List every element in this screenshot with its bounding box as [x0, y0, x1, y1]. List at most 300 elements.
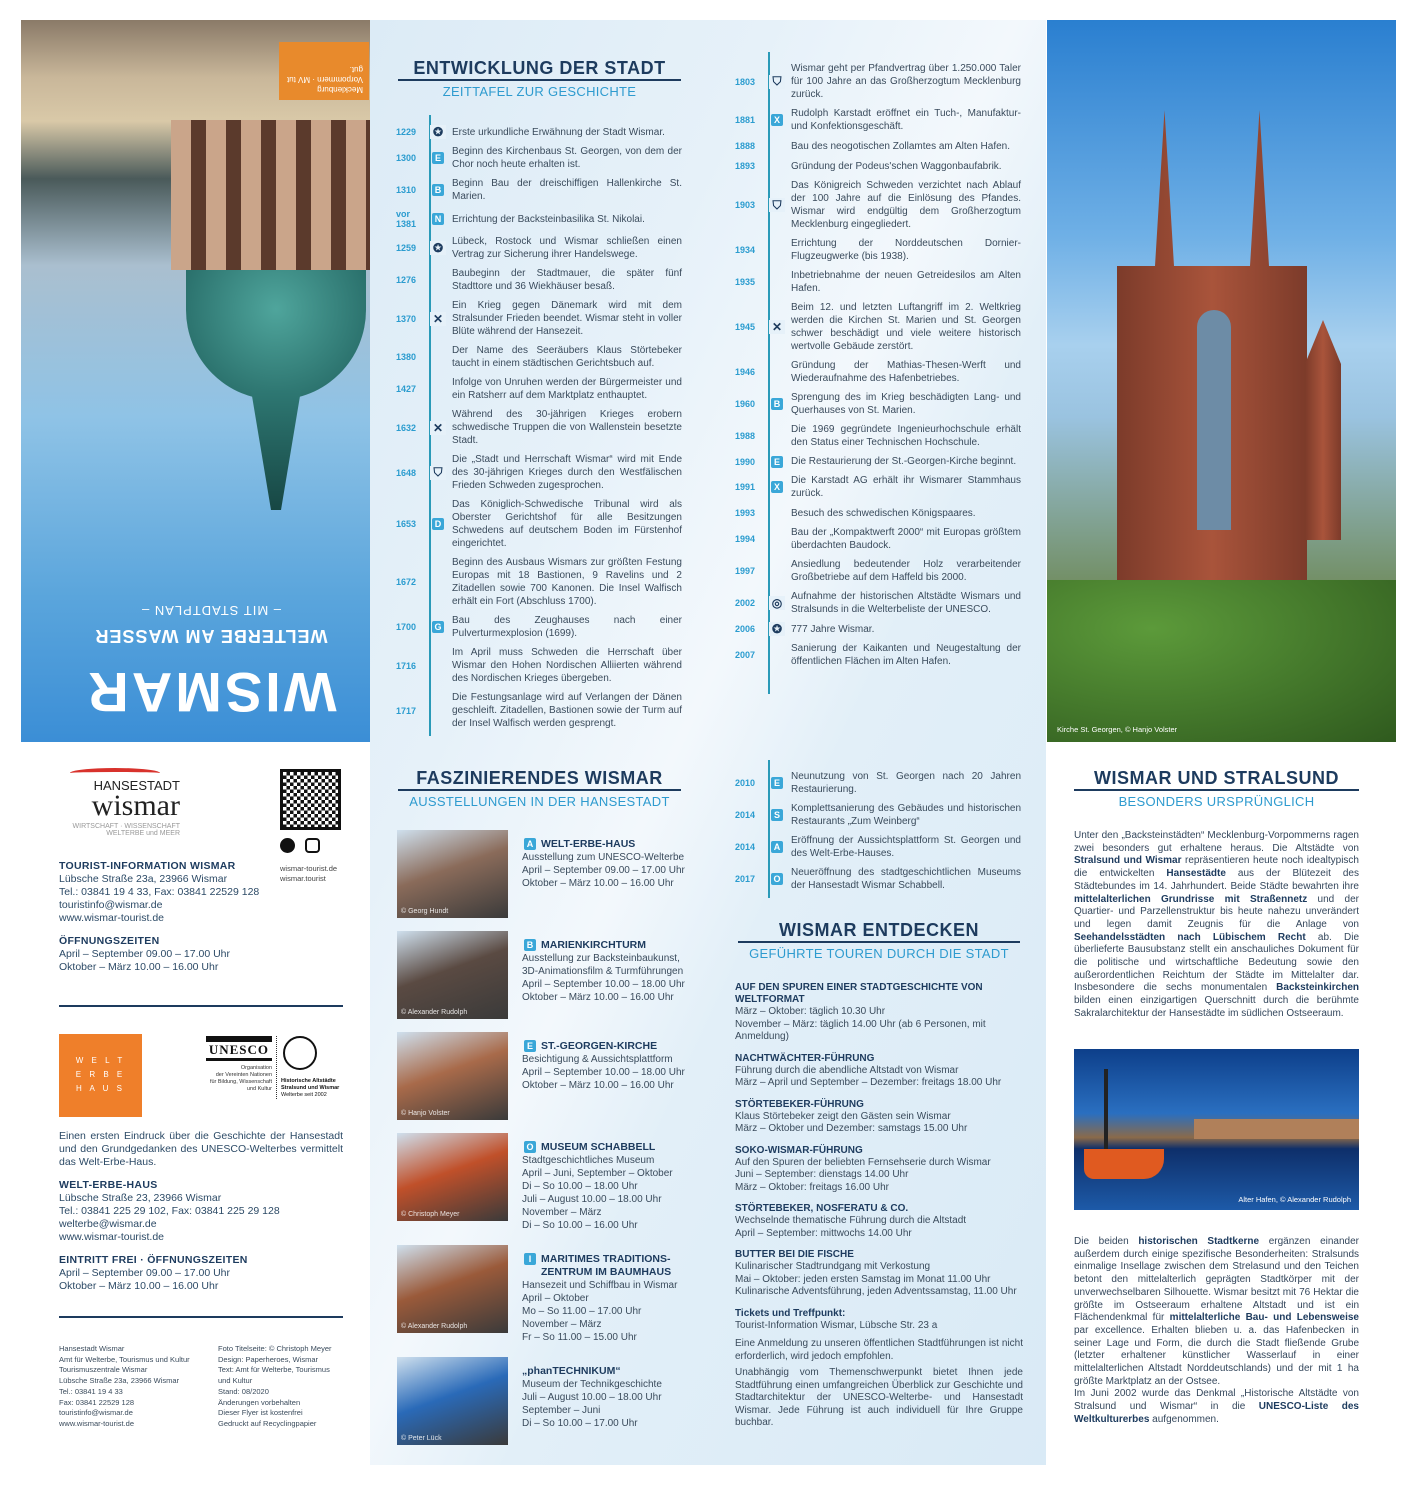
exhibition-info — [522, 830, 685, 918]
location-badge-icon: B — [771, 398, 783, 410]
exhibition-title: WELT-ERBE-HAUS — [541, 838, 636, 850]
timeline-text: Ein Krieg gegen Dänemark wird mit dem Stralsunder Frieden beendet. Wismar steht in voller Blüte während der Hansezeit. — [452, 300, 682, 337]
timeline-entry — [396, 209, 682, 229]
logo-line: E R B E — [75, 1070, 126, 1079]
timeline-entry — [396, 125, 682, 139]
exhibition-item[interactable] — [397, 1133, 717, 1232]
timeline-text: Beginn des Kirchenbaus St. Georgen, von dem der Chor noch heute erhalten ist. — [452, 146, 682, 170]
body-text: ergänzen einander außerdem durch einige spezifische Besonderheiten: Stralsunds einmalige Insellage zwischen dem Strelasund und den Teichen betont den mittelalterlich geprägten Stadtkörper mit der unverwechselbaren Silhouette. Wismar besitzt mit 76 Hektar die größte im Ostseeraum erhaltene Altstadt und ist ein Flächendenkmal für — [1074, 1236, 1359, 1324]
mv-logo: Mecklenburg Vorpommern · MV tut gut. — [279, 42, 369, 100]
timeline-dot — [769, 139, 785, 153]
tour-item — [735, 1203, 1023, 1240]
world-heritage-emblem — [276, 1036, 346, 1099]
tour-detail: Kulinarische Adventsführung, jeden Adventssamstag, 11.00 Uhr — [735, 1286, 1017, 1297]
location-badge-icon: E — [771, 777, 783, 789]
website-link[interactable]: www.wismar-tourist.de — [59, 912, 165, 924]
right-lower-text — [1074, 1236, 1359, 1427]
exhibition-detail: Di – So 10.00 – 17.00 Uhr — [522, 1418, 638, 1429]
whs-text: Historische Altstädte — [281, 1078, 336, 1084]
cover-tagline: – MIT STADTPLAN – — [140, 603, 282, 618]
timeline-year: 1803 — [735, 76, 756, 87]
location-badge-icon: N — [432, 213, 444, 225]
emphasis-text: mittelalterlichen Grundrisse mit Straßennetz — [1074, 893, 1308, 905]
body-text: par excellence. Erhalten blieben u. a. das Hafenbecken in seiner Lage und Form, die durch die Stadt fließende Grube (letzter erhaltener künstlicher Wasserlauf in einer mittelalterlichen Altstadt Norddeutschlands) und der mit 1 ha größte Marktplatz an der Ostsee. — [1074, 1324, 1359, 1387]
timeline-text: Errichtung der Norddeutschen Dornier-Flugzeugwerke (bis 1938). — [791, 238, 1021, 262]
location-badge-icon: A — [524, 838, 536, 850]
tower-dome — [186, 270, 366, 400]
imprint-line: Foto Titelseite: © Christoph Meyer — [218, 1344, 332, 1353]
exhibition-photo — [397, 1133, 508, 1221]
timeline-dot — [769, 506, 785, 520]
body-text: aufgenommen. — [1149, 1413, 1219, 1425]
timeline-dot — [769, 159, 785, 173]
exhibition-detail: Mo – So 11.00 – 17.00 Uhr — [522, 1306, 642, 1317]
timeline-entry — [735, 622, 1021, 636]
tour-detail: März – April und September – Dezember: freitags 18.00 Uhr — [735, 1077, 1002, 1088]
hours-title: ÖFFNUNGSZEITEN — [59, 935, 160, 947]
imprint-line: Tourismuszentrale Wismar — [59, 1365, 148, 1375]
section-title: FASZINIERENDES WISMAR — [416, 768, 663, 788]
unesco-paragraph — [1074, 1388, 1359, 1426]
exhibition-detail: April – September 10.00 – 18.00 Uhr — [522, 1067, 685, 1078]
imprint-right — [218, 1344, 348, 1430]
exhibition-photo — [397, 1032, 508, 1120]
imprint-line: Text: Amt für Welterbe, Tourismus — [218, 1365, 330, 1375]
tickets-place: Tourist-Information Wismar, Lübsche Str. 23 a — [735, 1319, 938, 1331]
imprint-line: Hansestadt Wismar — [59, 1344, 125, 1353]
imprint-line: www.wismar-tourist.de — [59, 1418, 135, 1428]
timeline-text: Beginn Bau der dreischiffigen Hallenkirche St. Marien. — [452, 178, 682, 202]
exhibition-photo — [397, 931, 508, 1019]
timeline-entry — [396, 235, 682, 261]
exhibition-detail: Juli – August 10.00 – 18.00 Uhr — [522, 1194, 662, 1205]
exhibition-info — [522, 1357, 662, 1445]
harbor-photo — [1074, 1049, 1359, 1210]
exhibition-title-row — [522, 1253, 717, 1279]
timeline-entry — [735, 558, 1021, 584]
body-text: Im Juni 2002 wurde das Denkmal „Historische Altstädte von Stralsund und Wismar“ in die — [1074, 1388, 1359, 1413]
unesco-emblem-icon: ◎ — [769, 596, 785, 610]
emphasis-text: Stralsund und Wismar — [1074, 855, 1182, 867]
imprint-line: Design: Paperheroes, Wismar — [218, 1354, 319, 1364]
timeline-year: 1259 — [396, 243, 417, 253]
timeline-entry — [735, 237, 1021, 263]
exhibition-detail: Oktober – März 10.00 – 16.00 Uhr — [522, 1080, 674, 1091]
email-link[interactable]: welterbe@wismar.de — [59, 1218, 157, 1230]
exhibition-detail: Ausstellung zum UNESCO-Welterbe — [522, 852, 685, 863]
phone: Tel.: 03841 19 4 33, Fax: 03841 22529 128 — [59, 886, 260, 898]
location-badge-icon: E — [771, 456, 783, 468]
timeline-year: 1632 — [396, 422, 417, 433]
exhibition-detail: Juli – August 10.00 – 18.00 Uhr — [522, 1392, 662, 1403]
unesco-text: für Bildung, Wissenschaft — [209, 1079, 272, 1085]
timeline-part-3 — [735, 770, 1021, 898]
timeline-year: 2014 — [735, 842, 756, 852]
whs-text: Stralsund und Wismar — [281, 1085, 340, 1091]
tour-detail: Juni – September: dienstags 14.00 Uhr — [735, 1169, 909, 1180]
photo-credit: © Alexander Rudolph — [401, 1009, 468, 1016]
photo-credit: © Alexander Rudolph — [401, 1323, 468, 1330]
timeline-entry — [735, 107, 1021, 133]
imprint-line: Lübsche Straße 23a, 23966 Wismar — [59, 1376, 180, 1386]
timeline-year: 1380 — [396, 352, 417, 362]
tour-title: STÖRTEBEKER, NOSFERATU & CO. — [735, 1203, 909, 1214]
exhibition-detail: November – März — [522, 1207, 602, 1218]
cover-title: WISMAR — [85, 661, 337, 724]
exhibition-info — [522, 1032, 685, 1120]
timeline-dot — [430, 382, 446, 396]
location-badge-icon: B — [524, 939, 536, 951]
exhibition-detail: Di – So 10.00 – 18.00 Uhr — [522, 1181, 638, 1192]
body-text: bilden einen einzigartigen Querschnitt durch die berühmte Sakralarchitektur der Hansestädte im südlichen Ostseeraum. — [1074, 995, 1359, 1019]
unesco-logo — [190, 1036, 272, 1093]
timeline-entry — [735, 770, 1021, 796]
timeline-year: 1672 — [396, 577, 417, 587]
hours-line: April – September 09.00 – 17.00 Uhr — [59, 1267, 231, 1279]
timeline-entry — [396, 408, 682, 447]
cover-photo — [21, 20, 370, 742]
seal-icon: ✪ — [769, 622, 785, 636]
timeline-year: 1648 — [396, 467, 417, 478]
emphasis-text: UNESCO-Liste des Weltkulturerbes — [1074, 1401, 1359, 1425]
body-text: aus der Blütezeit des Städtebundes im 14. Jahrhundert. Beide Städte bewahrten ihre — [1074, 868, 1359, 892]
timeline-dot — [769, 275, 785, 289]
emphasis-text: Hansestädte — [1166, 868, 1226, 880]
facebook-icon[interactable] — [280, 838, 295, 853]
body-text: Die beiden — [1074, 1236, 1139, 1247]
timeline-dot — [430, 350, 446, 364]
entry-hours-title: EINTRITT FREI · ÖFFNUNGSZEITEN — [59, 1254, 248, 1266]
section-title: WISMAR UND STRALSUND — [1094, 768, 1339, 788]
timeline-year: vor 1381 — [396, 209, 417, 229]
crossed-swords-icon: ✕ — [769, 320, 785, 334]
timeline-text: Lübeck, Rostock und Wismar schließen einen Vertrag zur Sicherung ihrer Handelswege. — [452, 236, 682, 260]
timeline-entry — [735, 62, 1021, 101]
tour-item — [735, 1099, 1023, 1136]
tour-detail: Führung durch die abendliche Altstadt von Wismar — [735, 1064, 959, 1076]
timeline-text: Der Name des Seeräubers Klaus Störtebeker taucht in einem städtischen Gerichtsbuch auf. — [452, 345, 682, 369]
location-badge-icon: A — [771, 841, 783, 853]
logo-top: HANSESTADT — [93, 778, 180, 793]
imprint-line: Änderungen vorbehalten — [218, 1397, 301, 1407]
timeline-text: Erste urkundliche Erwähnung der Stadt Wismar. — [452, 126, 665, 138]
exhibition-item[interactable] — [397, 931, 717, 1019]
exhibition-info — [522, 931, 685, 1019]
exhibition-detail: April – Oktober — [522, 1293, 589, 1304]
website-link[interactable]: www.wismar-tourist.de — [59, 1231, 165, 1243]
exhibition-detail: September – Juni — [522, 1405, 601, 1416]
tickets-block — [735, 1308, 1023, 1430]
timeline-year: 1881 — [735, 115, 756, 125]
timeline-year: 1988 — [735, 431, 756, 441]
timeline-entry — [396, 498, 682, 550]
exhibition-detail: Stadtgeschichtliches Museum — [522, 1155, 655, 1166]
unesco-text: der Vereinten Nationen — [215, 1072, 272, 1078]
instagram-icon[interactable] — [305, 838, 320, 853]
timeline-year: 1276 — [396, 275, 417, 285]
location-badge-icon: G — [432, 621, 444, 633]
imprint-line: Amt für Welterbe, Tourismus und Kultur — [59, 1354, 190, 1364]
timeline-dot — [430, 704, 446, 718]
exhibition-item[interactable] — [397, 1357, 717, 1445]
timeline-text: Bau des neogotischen Zollamtes am Alten Hafen. — [791, 140, 1011, 152]
exhibition-title: MARIENKIRCHTURM — [541, 939, 646, 951]
timeline-year: 1993 — [735, 508, 756, 518]
timeline-entry — [735, 139, 1021, 153]
timeline-year: 1893 — [735, 161, 756, 171]
exhibition-detail: Besichtigung & Aussichtsplattform — [522, 1054, 673, 1065]
welt-erbe-haus-block — [59, 1130, 343, 1293]
timeline-year: 2014 — [735, 810, 756, 820]
stralsund-heading — [1074, 768, 1359, 809]
exhibition-photo — [397, 1357, 508, 1445]
timeline-text: Die 1969 gegründete Ingenieurhochschule erhält den Status einer Technischen Hochschule. — [791, 424, 1021, 448]
timeline-year: 1990 — [735, 456, 756, 467]
timeline-entry — [396, 145, 682, 171]
timeline-text: Im April muss Schweden die Herrschaft über Wismar den Hohen Nordischen Alliierten während des Nordischen Krieges übergeben. — [452, 647, 682, 684]
tour-title: SOKO-WISMAR-FÜHRUNG — [735, 1144, 863, 1156]
shield-icon: ⛉ — [430, 466, 446, 480]
divider — [59, 1316, 343, 1318]
exhibition-title-row — [522, 1040, 685, 1053]
location-badge-icon: S — [771, 809, 783, 821]
timeline-text: Die Restaurierung der St.-Georgen-Kirche beginnt. — [791, 456, 1017, 467]
social-icons — [280, 838, 320, 856]
exhibition-title: ST.-GEORGEN-KIRCHE — [541, 1040, 658, 1052]
timeline-year: 1935 — [735, 277, 756, 287]
church-window — [1197, 310, 1231, 530]
emphasis-text: historischen Stadtkerne — [1138, 1236, 1260, 1247]
location-badge-icon: O — [524, 1141, 536, 1153]
ship-hull — [1084, 1149, 1164, 1179]
tour-item — [735, 1145, 1023, 1195]
imprint-line: und Kultur — [218, 1376, 253, 1386]
exhibition-detail: Oktober – März 10.00 – 16.00 Uhr — [522, 992, 674, 1003]
timeline-dot — [769, 648, 785, 662]
exhibition-photo — [397, 830, 508, 918]
tourist-info-title: TOURIST-INFORMATION WISMAR — [59, 860, 236, 872]
exhibition-item[interactable] — [397, 1032, 717, 1120]
timeline-entry — [735, 391, 1021, 417]
timeline-text: Das Königlich-Schwedische Tribunal wird als Oberster Gerichtshof für alle Besitzungen Schwedens auf deutschem Boden im Fürstenhof eingerichtet. — [452, 499, 682, 549]
photo-credit: © Christoph Meyer — [401, 1211, 460, 1218]
timeline-entry — [735, 506, 1021, 520]
address: Lübsche Straße 23, 23966 Wismar — [59, 1192, 222, 1204]
timeline-entry — [396, 646, 682, 685]
timeline-dot — [769, 564, 785, 578]
exhibition-detail: April – September 09.00 – 17.00 Uhr — [522, 865, 685, 876]
timeline-dot — [430, 575, 446, 589]
exhibition-detail: November – März — [522, 1319, 602, 1330]
tour-detail: März – Oktober: freitags 16.00 Uhr — [735, 1181, 889, 1193]
timeline-year: 1945 — [735, 322, 756, 332]
imprint-line: touristinfo@wismar.de — [59, 1408, 133, 1418]
tours-note: Unabhängig vom Themenschwerpunkt bietet Ihnen jede Stadtführung einen umfangreichen Überblick zur Geschichte und Stadtarchitektur der UNESCO-Welterbe- und Hansestadt Wismar. Jede Führung ist auch individuell für Ihre Gruppe buchbar. — [735, 1367, 1023, 1428]
timeline-year: 1427 — [396, 384, 417, 394]
tours-heading — [738, 920, 1020, 961]
exhibition-info — [522, 1245, 717, 1344]
logo-tag: WELTERBE und MEER — [106, 830, 180, 837]
building-facade — [171, 120, 370, 270]
social-links — [280, 864, 337, 884]
location-badge-icon: X — [771, 114, 783, 126]
exhibition-item[interactable] — [397, 830, 717, 918]
tour-detail: April – September: mittwochs 14.00 Uhr — [735, 1227, 912, 1239]
tour-item — [735, 1249, 1023, 1299]
phone: Tel.: 03841 225 29 102, Fax: 03841 225 29 128 — [59, 1205, 280, 1217]
garden — [1047, 580, 1396, 742]
emphasis-text: Seehandelsstädten nach Lübischem Recht — [1074, 931, 1306, 943]
seal-icon: ✪ — [430, 125, 446, 139]
tours-list — [735, 982, 1023, 1439]
unesco-wordmark: UNESCO — [206, 1036, 272, 1061]
timeline-year: 1370 — [396, 313, 417, 324]
timeline-entry — [735, 802, 1021, 828]
tours-note: Eine Anmeldung zu unseren öffentlichen Stadtführungen ist nicht erforderlich, wird jedoch empfohlen. — [735, 1338, 1023, 1362]
timeline-text: Während des 30-jährigen Krieges erobern schwedische Truppen die von Wallenstein besetzte Stadt. — [452, 409, 682, 446]
exhibition-title-row — [522, 838, 685, 851]
timeline-dot — [769, 429, 785, 443]
timeline-entry — [735, 590, 1021, 616]
exhibition-detail: Oktober – März 10.00 – 16.00 Uhr — [522, 878, 674, 889]
timeline-text: Beim 12. und letzten Luftangriff im 2. Weltkrieg werden die Kirchen St. Marien und St. Georgen schwer beschädigt und viele weitere historisch wertvolle Gebäude zerstört. — [791, 302, 1021, 352]
tower-spire — [251, 390, 301, 510]
timeline-text: Sprengung des im Krieg beschädigten Lang- und Querhauses von St. Marien. — [791, 392, 1021, 416]
timeline-entry — [735, 159, 1021, 173]
exhibition-detail: Fr – So 11.00 – 15.00 Uhr — [522, 1332, 637, 1343]
section-subtitle: BESONDERS URSPRÜNGLICH — [1074, 789, 1359, 809]
timeline-entry — [735, 474, 1021, 500]
timeline-entry — [396, 556, 682, 608]
timeline-year: 1903 — [735, 200, 756, 210]
timeline-dot — [769, 243, 785, 257]
timeline-text: Die Karstadt AG erhält ihr Wismarer Stammhaus zurück. — [791, 475, 1021, 499]
history-heading — [398, 58, 681, 99]
location-badge-icon: I — [524, 1253, 536, 1265]
tour-detail: Klaus Störtebeker zeigt den Gästen sein Wismar — [735, 1110, 951, 1122]
logo-line: W E L T — [75, 1056, 126, 1065]
tour-title: AUF DEN SPUREN EINER STADTGESCHICHTE VON WELTFORMAT — [735, 982, 983, 1005]
exhibition-detail: Museum der Technikgeschichte — [522, 1379, 662, 1390]
imprint-line: Dieser Flyer ist kostenfrei — [218, 1408, 303, 1418]
timeline-entry — [735, 642, 1021, 668]
crossed-swords-icon: ✕ — [430, 312, 446, 326]
hours-line: April – September 09.00 – 17.00 Uhr — [59, 948, 231, 960]
exhibition-item[interactable] — [397, 1245, 717, 1344]
emphasis-text: Backsteinkirchen — [1276, 982, 1359, 994]
location-badge-icon: O — [771, 873, 783, 885]
exhibition-detail: April – Juni, September – Oktober — [522, 1168, 673, 1179]
exhibition-title: MARITIMES TRADITIONS-ZENTRUM IM BAUMHAUS — [541, 1253, 672, 1278]
church-tower — [1305, 320, 1341, 540]
exhibition-detail: Ausstellung zur Backsteinbaukunst, — [522, 953, 680, 964]
unesco-text: Organisation — [240, 1065, 272, 1071]
intro-paragraph — [1074, 830, 1359, 1021]
website-link[interactable]: wismar-tourist.de — [280, 864, 338, 873]
imprint-line: Tel.: 03841 19 4 33 — [59, 1386, 123, 1396]
imprint-line: Gedruckt auf Recyclingpapier — [218, 1418, 317, 1428]
location-badge-icon: E — [524, 1040, 536, 1052]
exhibition-title: MUSEUM SCHABBELL — [541, 1141, 656, 1153]
timeline-entry — [396, 267, 682, 293]
hours-line: Oktober – März 10.00 – 16.00 Uhr — [59, 961, 219, 973]
timeline-text: Neunutzung von St. Georgen nach 20 Jahren Restaurierung. — [791, 771, 1021, 795]
timeline-text: Baubeginn der Stadtmauer, die später fünf Stadttore und 36 Wiekhäuser besaß. — [452, 268, 682, 292]
tourist-info-block — [59, 850, 274, 974]
hansestadt-wismar-logo — [60, 768, 180, 837]
timeline-text: Bau der „Kompaktwerft 2000“ mit Europas größtem überdachten Baudock. — [791, 527, 1021, 551]
qr-code[interactable] — [280, 769, 341, 830]
logo-tag: WIRTSCHAFT · WISSENSCHAFT — [72, 823, 180, 830]
timeline-dot — [769, 532, 785, 546]
welt-erbe-haus-title: WELT-ERBE-HAUS — [59, 1179, 158, 1191]
timeline-entry — [735, 269, 1021, 295]
body-text: ab. Die überlieferte Bausubstanz stellt ein anschauliches Dokument für die politische und wirtschaftliche Bedeutung sowie den außerordentlichen Reichtum der Städte im Mittelalter dar. Insbesondere die sechs monumentalen — [1074, 931, 1360, 994]
heritage-paragraph — [1074, 1236, 1359, 1388]
shield-icon: ⛉ — [769, 198, 785, 212]
whs-text: Welterbe seit 2002 — [281, 1092, 327, 1098]
instagram-handle[interactable]: wismar.tourist — [280, 874, 326, 883]
body-text: repräsentieren heute noch idealtypisch die entwickelten — [1074, 855, 1359, 880]
section-title: ENTWICKLUNG DER STADT — [413, 58, 666, 78]
timeline-text: Infolge von Unruhen werden der Bürgermeister und ein Ratsherr auf dem Marktplatz enthauptet. — [452, 377, 682, 401]
photo-credit: © Georg Hundt — [401, 908, 449, 915]
timeline-year: 1717 — [396, 705, 417, 716]
timeline-entry — [396, 453, 682, 492]
location-badge-icon: B — [432, 184, 444, 196]
church-photo — [1047, 20, 1396, 742]
timeline-text: Das Königreich Schweden verzichtet nach Ablauf der 100 Jahre auf die Einlösung des Pfandes. Wismar wird endgültig dem Großherzogtum Mecklenburg eingegliedert. — [791, 180, 1021, 230]
timeline-year: 1994 — [735, 534, 756, 544]
email-link[interactable]: touristinfo@wismar.de — [59, 899, 163, 911]
section-subtitle: AUSSTELLUNGEN IN DER HANSESTADT — [398, 789, 681, 809]
timeline-dot — [769, 365, 785, 379]
section-subtitle: ZEITTAFEL ZUR GESCHICHTE — [398, 79, 681, 99]
exhibition-detail: Di – So 10.00 – 16.00 Uhr — [522, 1220, 638, 1231]
timeline-text: Ansiedlung bedeutender Holz verarbeitender Großbetriebe auf dem Haffeld bis 2000. — [791, 559, 1021, 583]
timeline-text: Wismar geht per Pfandvertrag über 1.250.000 Taler für 100 Jahre an das Großherzogtum Mecklenburg zurück. — [791, 63, 1021, 100]
timeline-entry — [735, 301, 1021, 353]
timeline-year: 1700 — [396, 622, 417, 632]
imprint-left — [59, 1344, 214, 1430]
tour-item — [735, 1053, 1023, 1090]
timeline-entry — [735, 866, 1021, 892]
welt-erbe-haus-logo — [59, 1034, 142, 1117]
section-subtitle: GEFÜHRTE TOUREN DURCH DIE STADT — [738, 941, 1020, 961]
timeline-entry — [735, 359, 1021, 385]
hours-line: Oktober – März 10.00 – 16.00 Uhr — [59, 1280, 219, 1292]
timeline-year: 1946 — [735, 367, 756, 377]
timeline-entry — [396, 344, 682, 370]
intro-text: Einen ersten Eindruck über die Geschichte der Hansestadt und den Grundgedanken des UNESCO-Welterbes vermittelt das Welt-Erbe-Haus. — [59, 1130, 343, 1168]
timeline-year: 1310 — [396, 185, 417, 195]
timeline-year: 2002 — [735, 598, 756, 608]
timeline-year: 1960 — [735, 399, 756, 409]
tour-detail: Wechselnde thematische Führung durch die Altstadt — [735, 1215, 967, 1226]
emphasis-text: mittelalterliche Bau- und Lebensweise — [1169, 1312, 1359, 1324]
unesco-text: und Kultur — [246, 1086, 272, 1092]
tour-title: BUTTER BEI DIE FISCHE — [735, 1249, 854, 1260]
exhibition-title: „phanTECHNIKUM“ — [522, 1365, 621, 1377]
timeline-year: 1716 — [396, 660, 417, 671]
exhibitions-heading — [398, 768, 681, 809]
timeline-text: Errichtung der Backsteinbasilika St. Nikolai. — [452, 213, 645, 225]
timeline-text: Neueröffnung des stadtgeschichtlichen Museums der Hansestadt Wismar Schabbell. — [791, 867, 1021, 891]
shield-icon: ⛉ — [769, 75, 785, 89]
timeline-text: Inbetriebnahme der neuen Getreidesilos am Alten Hafen. — [791, 270, 1021, 294]
timeline-entry — [735, 179, 1021, 231]
body-text: und der Quartier- und Parzellenstruktur bis heute nahezu unverändert und legen damit Zeugnis für die Anlage von — [1074, 893, 1359, 930]
